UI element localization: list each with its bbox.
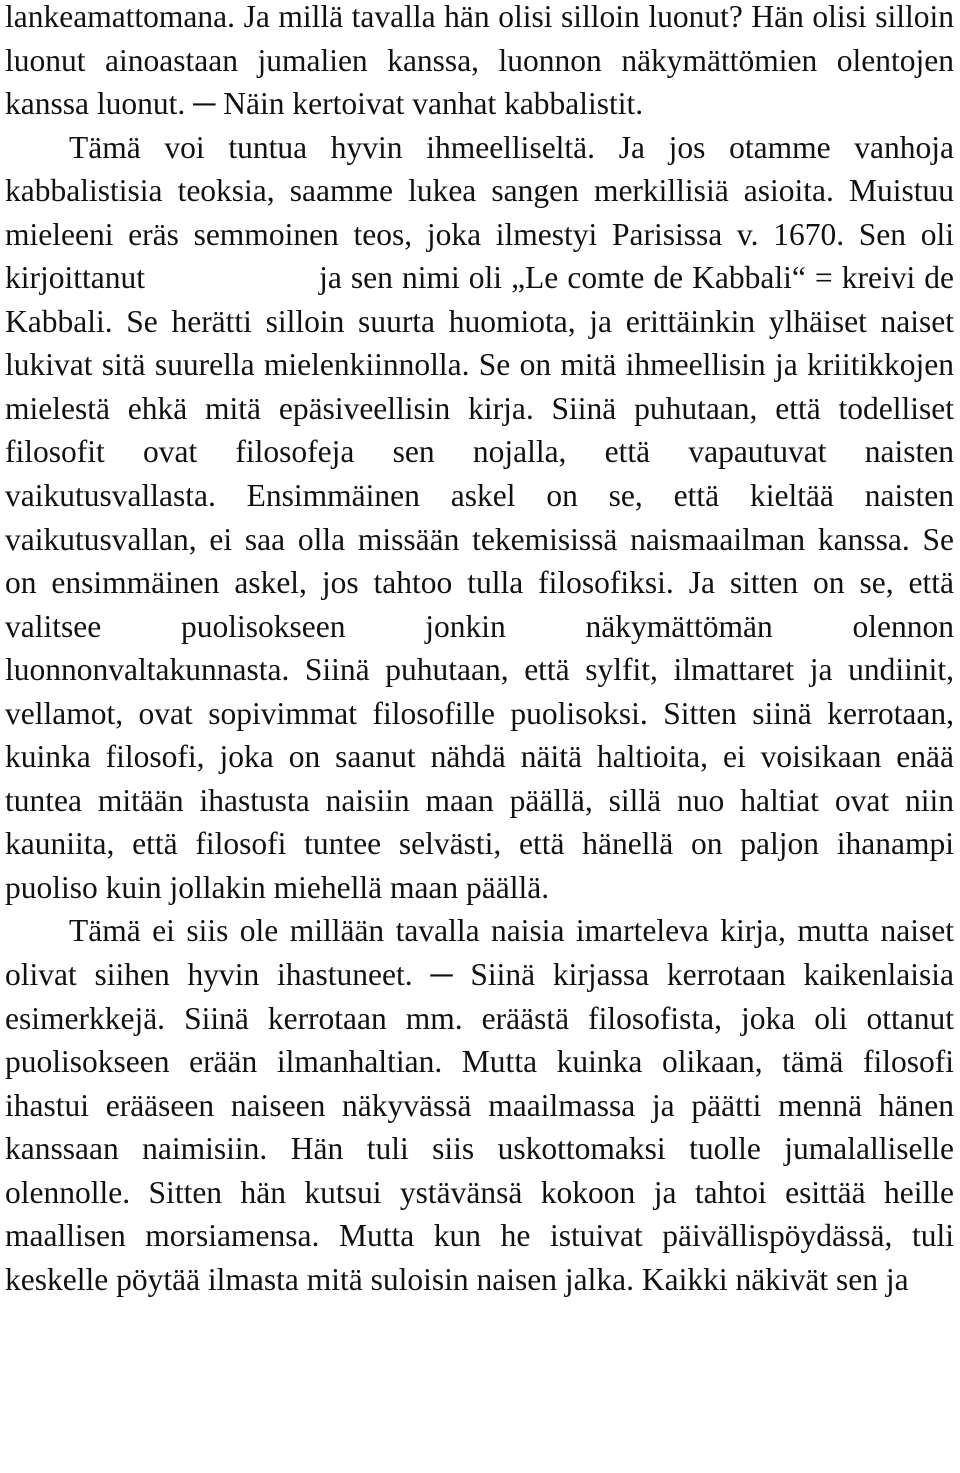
paragraph-3: Tämä ei siis ole millään tavalla naisia imarteleva kirja, mutta naiset olivat siihen hyvin ihastuneet. ─ Siinä kirjassa kerrotaan kaikenlaisia esimerkkejä. Siinä kerrotaan mm. eräästä filosofista, joka oli ottanut puolisokseen erään ilmanhaltian. Mutta kuinka olikaan, tämä filosofi ihastui erääseen naiseen näkyvässä maailmassa ja päätti mennä hänen kanssaan naimisiin. Hän tuli siis uskottomaksi tuolle jumalalliselle olennolle. Sitten hän kutsui ystävänsä kokoon ja tahtoi esittää heille maallisen morsiamensa. Mutta kun he istuivat päivällispöydässä, tuli keskelle pöytää ilmasta mitä suloisin naisen jalka. Kaikki näkivät sen ja	[5, 913, 954, 1297]
paragraph-2-before-gap: Tämä voi tuntua hyvin ihmeelliseltä. Ja jos otamme vanhoja kabbalistisia teoksia, saamme lukea sangen merkillisiä asioita. Muistuu mieleeni eräs semmoinen teos, joka ilmestyi Parisissa v. 1670. Sen oli kirjoittanut	[5, 129, 954, 296]
paragraph-1: lankeamattomana. Ja millä tavalla hän olisi silloin luonut? Hän olisi silloin luonut ainoastaan jumalien kanssa, luonnon näkymättömien olentojen kanssa luonut. ─ Näin kertoivat vanhat kabbalistit.	[5, 0, 954, 122]
paragraph-2	[5, 126, 954, 910]
paragraph-2-after-gap: ja sen nimi oli „Le comte de Kabbali“ = kreivi de Kabbali. Se herätti silloin suurta huomiota, ja erittäinkin ylhäiset naiset lukivat sitä suurella mielenkiinnolla. Se on mitä ihmeellisin ja kriitikkojen mielestä ehkä mitä epäsiveellisin kirja. Siinä puhutaan, että todelliset filosofit ovat filosofeja sen nojalla, että vapautuvat naisten vaikutusvallasta. Ensimmäinen askel on se, että kieltää naisten vaikutusvallan, ei saa olla missään tekemisissä naismaailman kanssa. Se on ensimmäinen askel, jos tahtoo tulla filosofiksi. Ja sitten on se, että valitsee puolisokseen jonkin näkymättömän olennon luonnonvaltakunnasta. Siinä puhutaan, että sylfit, ilmattaret ja undiinit, vellamot, ovat sopivimmat filosofille puolisoksi. Sitten siinä kerrotaan, kuinka filosofi, joka on saanut nähdä näitä haltioita, ei voisikaan enää tuntea mitään ihastusta naisiin maan päällä, sillä nuo haltiat ovat niin kauniita, että filosofi tuntee selvästi, että hänellä on paljon ihanampi puoliso kuin jollakin miehellä maan päällä.	[5, 260, 954, 905]
document-page	[5, 0, 954, 1301]
